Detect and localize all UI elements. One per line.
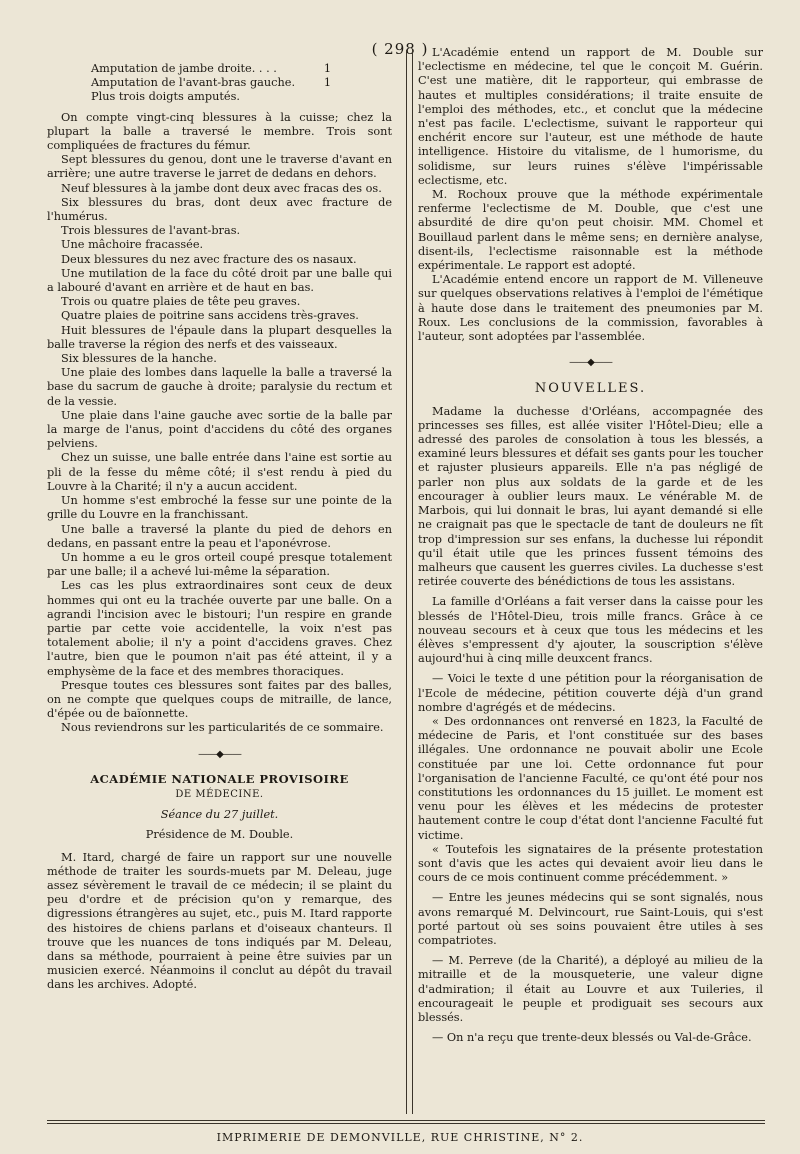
paragraph: Quatre plaies de poitrine sans accidens très-graves. [61, 309, 359, 323]
academy-subtitle: DE MÉDECINE. [175, 788, 264, 800]
paragraph: Une plaie dans l'aine gauche avec sortie de la balle par la marge de l'anus, point d'accidens du côté des organes pelviens. [47, 408, 392, 451]
footer-rule [47, 1120, 765, 1124]
academy-title: ACADÉMIE NATIONALE PROVISOIRE [90, 771, 349, 786]
paragraph: — M. Perreve (de la Charité), a déployé au milieu de la mitraille et de la mousqueterie, une valeur digne d'admiration; il était au Louvre et aux Tuileries, il encourageait le peuple et prodiguait ses secours aux blessés. [418, 954, 763, 1024]
paragraph: « Toutefois les signataires de la présente protestation sont d'avis que les actes qui devaient avoir lieu dans le cours de ce mois continuent comme précédemment. » [418, 842, 763, 885]
right-column [418, 46, 763, 1104]
amputation-label: Amputation de jambe droite. . . . [91, 62, 277, 75]
paragraph: Trois ou quatre plaies de tête peu graves. [61, 295, 301, 309]
paragraph: La famille d'Orléans a fait verser dans la caisse pour les blessés de l'Hôtel-Dieu, trois mille francs. Grâce à ce nouveau secours et à ceux que tous les médecins et les élèves s'empressent d'y ajouter, la souscription s'élève aujourd'hui à cinq mille deuxcent francs. [418, 595, 763, 666]
amputation-count [317, 90, 331, 104]
paragraph: Trois blessures de l'avant-bras. [61, 224, 241, 238]
page-number: ( 298 ) [371, 40, 429, 58]
paragraph: Une mâchoire fracassée. [61, 238, 204, 252]
paragraph: Deux blessures du nez avec fracture des os nasaux. [61, 252, 357, 266]
paragraph: Une plaie des lombes dans laquelle la balle a traversé la base du sacrum de gauche à droite; paralysie du rectum et de la vessie. [47, 366, 392, 408]
paragraph: Presque toutes ces blessures sont faites par des balles, on ne compte que quelques coups de mitraille, de lance, d'épée ou de baïonnette. [47, 678, 392, 721]
paragraph: M. Itard, chargé de faire un rapport sur une nouvelle méthode de traiter les sourds-muets par M. Deleau, juge assez sévèrement le travail de ce médecin; il se plaint du peu d'ordre et de précision qu'on y remarque, des digressions étrangères au sujet, etc., puis M. Itard rapporte des histoires de chiens parlans et d'oiseaux chanteurs. Il trouve que les nuances de tons indiqués par M. Deleau, dans sa méthode, pourraient à peine être suivies par un musicien exercé. Néanmoins il conclut au dépôt du travail dans les archives. Adopté. [47, 850, 392, 992]
paragraph: Un homme a eu le gros orteil coupé presque totalement par une balle; il a achevé lui-même la séparation. [47, 550, 392, 579]
amputation-line [91, 76, 331, 90]
paragraph: « Des ordonnances ont renversé en 1823, la Faculté de médecine de Paris, et l'ont constituée sur des bases illégales. Une ordonnance ne pouvait abolir une Ecole constituée par une loi. Cette ordonnance fut pour l'organisation de l'ancienne Faculté, ce qu'ont été pour nos constitutions les ordonnances du 15 juillet. Le moment est venu pour les élèves et les médecins de protester hautement contre le coup d'état dont l'ancienne Faculté fut victime. [418, 714, 763, 842]
paragraph: Un homme s'est embroché la fesse sur une pointe de la grille du Louvre en la franchissant. [47, 494, 392, 522]
left-column [47, 62, 392, 1120]
paragraph: Nous reviendrons sur les particularités de ce sommaire. [61, 721, 384, 735]
paragraph: Six blessures du bras, dont deux avec fracture de l'humérus. [47, 195, 392, 224]
paragraph: Chez un suisse, une balle entrée dans l'aine est sortie au pli de la fesse du même côté; il s'est rendu à pied du Louvre à la Charité; il n'y a aucun accident. [47, 451, 392, 493]
ornament-divider: ——◆—— [569, 357, 612, 369]
paragraph: Six blessures de la hanche. [61, 352, 217, 366]
amputation-count: 1 [323, 62, 331, 75]
column-divider [406, 50, 413, 1114]
amputation-line [91, 90, 331, 104]
news-title: NOUVELLES. [534, 381, 647, 397]
paragraph: M. Rochoux prouve que la méthode expérimentale renferme l'eclectisme de M. Double, que c'est une absurdité de dire qu'on peut choisir. MM. Chomel et Bouillaud parlent dans le même sens; en dernière analyse, disent-ils, l'eclectisme raisonnable est la méthode expérimentale. Le rapport est adopté. [418, 188, 763, 273]
paragraph: — Entre les jeunes médecins qui se sont signalés, nous avons remarqué M. Delvincourt, rue Saint-Louis, qui s'est porté partout où ses soins pouvaient être utiles à ses compatriotes. [418, 891, 763, 947]
paragraph: L'Académie entend un rapport de M. Double sur l'eclectisme en médecine, tel que le conçoit M. Guérin. C'est une matière, dit le rapporteur, qui embrasse de hautes et multiples considérations; il traite ensuite de l'emploi des méthodes, etc., et conclut que la médecine n'est pas facile. L'eclectisme, suivant le rapporteur qui enchérit encore sur l'auteur, est une méthode de haute intelligence. Histoire du vitalisme, de l humorisme, du solidisme, sur leurs ruines s'élève l'impérissable eclectisme, etc. [418, 46, 763, 187]
paragraph: Les cas les plus extraordinaires sont ceux de deux hommes qui ont eu la trachée ouverte par une balle. On a agrandi l'incision avec le bistouri; l'un respire en grande partie par cette voie accidentelle, la voix n'est pas totalement abolie; il n'y a point d'accidens graves. Chez l'autre, bien que le poumon n'ait pas été atteint, il y a emphysème de la face et des membres thoraciques. [47, 579, 392, 678]
printer-imprint: IMPRIMERIE DE DEMONVILLE, RUE CHRISTINE, N° 2. [216, 1131, 584, 1144]
paragraph: L'Académie entend encore un rapport de M. Villeneuve sur quelques observations relatives à l'emploi de l'émétique à haute dose dans le traitement des pneumonies par M. Roux. Les conclusions de la commission, favorables à l'auteur, sont adoptées par l'assemblée. [418, 273, 763, 344]
paragraph: Madame la duchesse d'Orléans, accompagnée des princesses ses filles, est allée visiter l'Hôtel-Dieu; elle a adressé des paroles de consolation à tous les blessés, a examiné leurs blessures et défait ses gants pour les toucher et rajuster plusieurs appareils. Elle n'a pas négligé de parler non plus aux soldats de la garde et de les encourager à oublier leurs maux. Le vénérable M. de Marbois, qui lui donnait le bras, lui ayant demandé si elle ne craignait pas que le spectacle de tant de douleurs ne fît trop d'impression sur ses enfans, la duchesse lui répondit qu'il était utile que les princes fussent témoins des malheurs que causent les guerres civiles. La duchesse s'est retirée couverte des bénédictions de tous les assistans. [418, 404, 763, 589]
paragraph: Une balle a traversé la plante du pied de dehors en dedans, en passant entre la peau et l'aponévrose. [47, 522, 392, 550]
amputation-label: Plus trois doigts amputés. [91, 90, 240, 104]
paragraph: On compte vingt-cinq blessures à la cuisse; chez la plupart la balle a traversé le membre. Trois sont compliquées de fractures du fémur. [47, 110, 392, 153]
amputation-count: 1 [323, 76, 331, 90]
paragraph: Huit blessures de l'épaule dans la plupart desquelles la balle traverse la région des nerfs et des vaisseaux. [47, 323, 392, 351]
paragraph: Une mutilation de la face du côté droit par une balle qui a labouré d'avant en arrière et de haut en bas. [47, 266, 392, 295]
presidence: Présidence de M. Double. [145, 828, 294, 842]
amputation-line [91, 62, 331, 76]
paragraph: — On n'a reçu que trente-deux blessés ou Val-de-Grâce. [432, 1031, 752, 1045]
amputation-label: Amputation de l'avant-bras gauche. [91, 76, 296, 90]
paragraph: Sept blessures du genou, dont une le traverse d'avant en arrière; une autre traverse le jarret de dedans en dehors. [47, 153, 392, 181]
session-date: Séance du 27 juillet. [160, 808, 279, 822]
paragraph: Neuf blessures à la jambe dont deux avec fracas des os. [61, 181, 382, 195]
paragraph: — Voici le texte d une pétition pour la réorganisation de l'Ecole de médecine, pétition couverte déjà d'un grand nombre d'agrégés et de médecins. [418, 672, 763, 714]
ornament-divider: ——◆—— [198, 748, 241, 760]
